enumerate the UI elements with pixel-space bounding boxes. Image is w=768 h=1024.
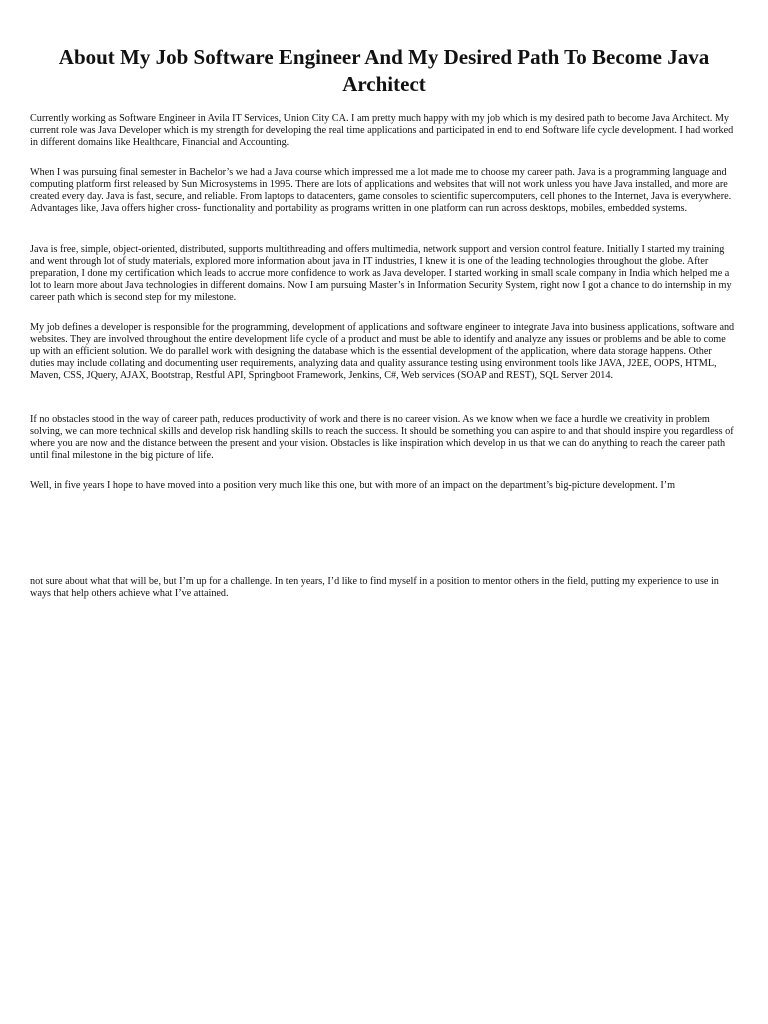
paragraph-java-introduction: When I was pursuing final semester in Bachelor’s we had a Java course which impressed me a lot made me to choose my career path. Java is a programming language and computing platform first released by Sun Microsystems in 1995. There are lots of applications and websites that will not work unless you have Java installed, and more are created every day. Java is fast, secure, and reliable. From laptops to datacenters, game consoles to scientific supercomputers, cell phones to the Internet, Java is everywhere. Advantages like, Java offers higher cross- functionality and portability as programs written in one platform can run across desktops, mobiles, embedded systems. [30, 167, 732, 215]
paragraph-obstacles: If no obstacles stood in the way of career path, reduces productivity of work and there is no career vision. As we know when we face a hurdle we creativity in problem solving, we can more technical skills and develop risk handling skills to reach the success. It should be something you can aspire to and that should inspire you regardless of where you are now and the distance between the present and your vision. Obstacles is like inspiration which develop in us that we can do anything to reach the career path until final milestone in the big picture of life. [30, 414, 734, 462]
paragraph-job-responsibilities: My job defines a developer is responsible for the programming, development of applications and software engineer to integrate Java into business applications, software and websites. They are involved throughout the entire development life cycle of a product and must be able to identify and analyze any issues or problems and be able to come up with an efficient solution. We do parallel work with designing the database which is the essential development of the application, where data storage happens. Other duties may include collating and documenting user requirements, analyzing data and quality assurance testing using environment tools like JAVA, J2EE, OOPS, HTML, Maven, CSS, JQuery, AJAX, Bootstrap, Restful API, Springboot Framework, Jenkins, C#, Web services (SOAP and REST), SQL Server 2014. [30, 322, 735, 382]
paragraph-ten-years: not sure about what that will be, but I’m up for a challenge. In ten years, I’d like to find myself in a position to mentor others in the field, putting my experience to use in ways that help others achieve what I’ve attained. [30, 576, 719, 600]
paragraph-five-years: Well, in five years I hope to have moved into a position very much like this one, but with more of an impact on the department’s big-picture development. I’m [30, 480, 676, 491]
paragraph-java-features-training: Java is free, simple, object-oriented, distributed, supports multithreading and offers multimedia, network support and version control feature. Initially I started my training and went through lot of study materials, explored more information about java in IT industries, I knew it is one of the leading technologies throughout the globe. After preparation, I done my certification which leads to accrue more confidence to work as Java developer. I started working in small scale company in India which helped me a lot to learn more about Java technologies in different domains. Now I am pursuing Master’s in Information Security System, right now I got a chance to do internship in my career path which is second step for my milestone. [30, 244, 732, 304]
paragraph-current-job: Currently working as Software Engineer in Avila IT Services, Union City CA. I am pretty much happy with my job which is my desired path to become Java Architect. My current role was Java Developer which is my strength for developing the real time applications and participated in end to end Software life cycle development. I had worked in different domains like Healthcare, Financial and Accounting. [30, 113, 734, 149]
document-title: About My Job Software Engineer And My Desired Path To Become Java Architect [58, 45, 710, 96]
